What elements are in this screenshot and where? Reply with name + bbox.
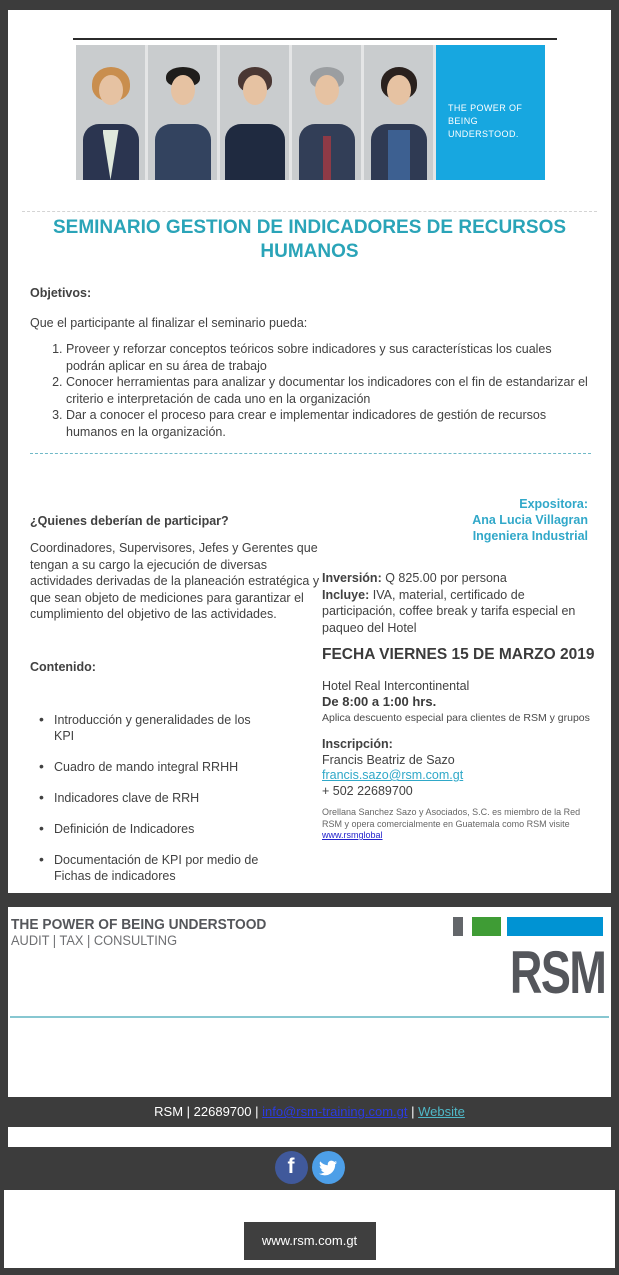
brand-banner bbox=[436, 45, 545, 180]
website-link[interactable]: Website bbox=[418, 1104, 465, 1119]
hero-photo-strip bbox=[76, 45, 545, 180]
registration-block bbox=[322, 737, 463, 799]
twitter-bird-glyph bbox=[319, 1159, 337, 1177]
contact-bar-separator: | bbox=[407, 1104, 419, 1119]
faint-divider bbox=[22, 211, 597, 212]
person-shirt bbox=[388, 130, 410, 180]
logo-gray-block bbox=[453, 917, 463, 936]
person-face bbox=[171, 75, 195, 105]
person-tie bbox=[323, 136, 331, 180]
dashed-divider bbox=[30, 453, 591, 454]
registration-phone: + 502 22689700 bbox=[322, 783, 413, 798]
person-face bbox=[243, 75, 267, 105]
contact-bar bbox=[0, 1097, 619, 1127]
registration-contact-name: Francis Beatriz de Sazo bbox=[322, 752, 455, 767]
brand-footer-band bbox=[8, 907, 611, 1097]
person-photo-4 bbox=[292, 45, 361, 180]
footer-tagline: THE POWER OF BEING UNDERSTOOD bbox=[11, 917, 267, 933]
objectives-intro: Que el participante al finalizar el seminario pueda: bbox=[30, 316, 308, 330]
content-heading: Contenido: bbox=[30, 660, 96, 674]
logo-blue-block bbox=[507, 917, 603, 936]
bottom-section bbox=[4, 1190, 615, 1268]
event-time: De 8:00 a 1:00 hrs. bbox=[322, 694, 437, 709]
person-photo-3 bbox=[220, 45, 289, 180]
event-date-heading: FECHA VIERNES 15 DE MARZO 2019 bbox=[322, 646, 595, 663]
person-face bbox=[99, 75, 123, 105]
content-topic-list bbox=[30, 712, 270, 899]
objective-item bbox=[66, 341, 593, 374]
person-photo-1 bbox=[76, 45, 145, 180]
topic-item: • Indicadores clave de RRH bbox=[54, 790, 270, 806]
person-photo-5 bbox=[364, 45, 433, 180]
rsm-logo-text: RSM bbox=[509, 939, 605, 1006]
objective-item bbox=[66, 374, 593, 407]
objectives-list bbox=[30, 341, 593, 440]
legal-note bbox=[322, 807, 596, 842]
investment-value: Q 825.00 por persona bbox=[381, 571, 507, 585]
legal-text: Orellana Sanchez Sazo y Asociados, S.C. es miembro de la Red RSM y opera comercialmente en Guatemala como RSM visite bbox=[322, 807, 581, 829]
objectives-heading: Objetivos: bbox=[30, 286, 92, 300]
event-venue: Hotel Real Intercontinental bbox=[322, 679, 470, 693]
topic-item: • Introducción y generalidades de los KPI bbox=[54, 712, 270, 744]
white-spacer-strip bbox=[8, 1127, 611, 1147]
objective-item-text: Dar a conocer el proceso para crear e implementar indicadores de gestión de recursos humanos en la organización. bbox=[66, 408, 547, 439]
includes-value: IVA, material, certificado de participación, coffee break y tarifa especial en paqueo del Hotel bbox=[322, 587, 576, 635]
speaker-label: Expositora: bbox=[519, 497, 588, 511]
teal-divider-line bbox=[10, 1016, 609, 1018]
registration-email-link[interactable]: francis.sazo@rsm.com.gt bbox=[322, 768, 464, 782]
contact-email-link[interactable]: info@rsm-training.com.gt bbox=[262, 1104, 408, 1119]
objective-item bbox=[66, 407, 593, 440]
twitter-icon[interactable] bbox=[312, 1151, 345, 1184]
person-photo-2 bbox=[148, 45, 217, 180]
registration-heading: Inscripción: bbox=[322, 737, 393, 751]
speaker-title: Ingeniera Industrial bbox=[472, 529, 588, 543]
website-button[interactable]: www.rsm.com.gt bbox=[244, 1222, 376, 1260]
seminar-title: SEMINARIO GESTION DE INDICADORES DE RECURSOS HUMANOS bbox=[52, 217, 567, 262]
participants-body: Coordinadores, Supervisores, Jefes y Gerentes que tengan a su cargo la ejecución de diversas actividades derivadas de la planeación estratégica y que sean objeto de mediciones para garantizar el cumplimiento del objetivo de las actividades. bbox=[30, 541, 320, 621]
objective-item-text: Conocer herramientas para analizar y documentar los indicadores con el fin de estandarizar el criterio e interpretación de cada uno en la organización bbox=[66, 375, 588, 406]
speaker-name: Ana Lucia Villagran bbox=[472, 513, 588, 527]
topic-item: • Documentación de KPI por medio de Fichas de indicadores bbox=[54, 852, 270, 884]
person-suit bbox=[155, 124, 211, 180]
topic-item: • Definición de Indicadores bbox=[54, 821, 270, 837]
facebook-icon[interactable]: f bbox=[275, 1151, 308, 1184]
objective-item-text: Proveer y reforzar conceptos teóricos sobre indicadores y sus características los cuales podrán aplicar en su área de trabajo bbox=[66, 342, 552, 373]
includes-label: Incluye: bbox=[322, 587, 370, 602]
person-face bbox=[315, 75, 339, 105]
brand-banner-line2: BEING UNDERSTOOD. bbox=[448, 116, 519, 139]
speaker-block bbox=[472, 496, 588, 544]
topic-item: • Cuadro de mando integral RRHH bbox=[54, 759, 270, 775]
discount-note: Aplica descuento especial para clientes de RSM y grupos bbox=[322, 712, 590, 724]
person-face bbox=[387, 75, 411, 105]
participants-heading: ¿Quienes deberían de participar? bbox=[30, 514, 229, 528]
footer-services: AUDIT | TAX | CONSULTING bbox=[11, 933, 178, 948]
logo-green-block bbox=[472, 917, 501, 936]
brand-banner-line1: THE POWER OF bbox=[448, 103, 523, 113]
main-content-card bbox=[8, 10, 611, 893]
hero-top-border bbox=[73, 38, 557, 40]
investment-label: Inversión: bbox=[322, 571, 382, 585]
pricing-block bbox=[322, 570, 592, 636]
rsm-logo-blocks-icon bbox=[453, 917, 603, 936]
rsmglobal-link[interactable]: www.rsmglobal bbox=[322, 830, 383, 840]
social-icons-row bbox=[0, 1151, 619, 1184]
contact-bar-prefix: RSM | 22689700 | bbox=[154, 1104, 263, 1119]
person-suit bbox=[225, 124, 285, 180]
